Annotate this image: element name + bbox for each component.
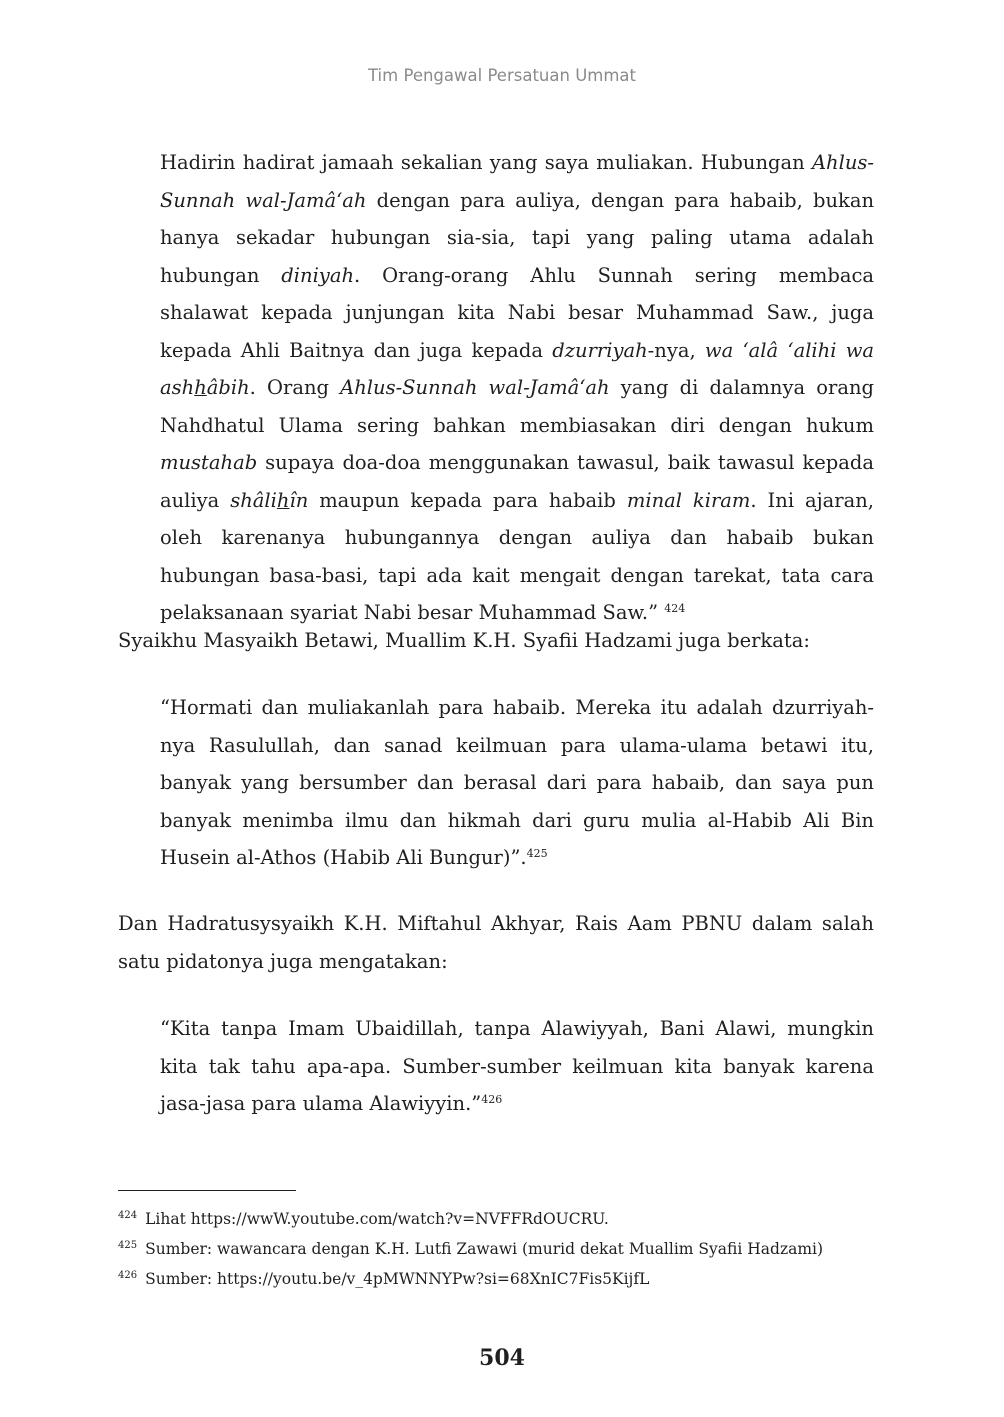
footnote-ref-424: 424 (664, 602, 686, 615)
quote-paragraph-2: “Hormati dan muliakanlah para habaib. Mereka itu adalah dzurriyah-nya Rasulullah, dan sanad keilmuan para ulama-ulama betawi itu, banyak yang bersumber dan berasal dari para habaib, dan saya pun banyak menimba ilmu dan hikmah dari guru mulia al-Habib Ali Bin Husein al-Athos (Habib Ali Bungur)”.$^{425}$ (160, 696, 874, 869)
body-paragraph-2: Dan Hadratusysyaikh K.H. Miftahul Akhyar, Rais Aam PBNU dalam salah satu pidatonya juga mengatakan: (118, 912, 874, 973)
quote-paragraph-3: “Kita tanpa Imam Ubaidillah, tanpa Alawiyyah, Bani Alawi, mungkin kita tak tahu apa-apa. Sumber-sumber keilmuan kita banyak karena jasa-jasa para ulama Alawiyyin.”$^{426}$ (160, 1017, 874, 1115)
footnote-ref-426: 426 (481, 1093, 503, 1106)
body-paragraph-1: Syaikhu Masyaikh Betawi, Muallim K.H. Syafii Hadzami juga berkata: (118, 629, 810, 652)
footnote-426: $^{426}$ Sumber: https://youtu.be/v_4pMWNNYPw?si=68XnIC7Fis5KijfL (118, 1270, 650, 1288)
running-header: Tim Pengawal Persatuan Ummat (367, 66, 636, 85)
page-number: 504 (479, 1345, 525, 1371)
footnote-425: $^{425}$ Sumber: wawancara dengan K.H. Lutfi Zawawi (murid dekat Muallim Syafii Hadzami) (118, 1240, 824, 1258)
footnote-ref-425: 425 (526, 847, 548, 860)
quote-paragraph-1: Hadirin hadirat jamaah sekalian yang saya muliakan. Hubungan Ahlus-Sunnah wal-Jamâ‘ah dengan para auliya, dengan para habaib, bukan hanya sekadar hubungan sia-sia, tapi yang paling utama adalah hubungan diniyah. Orang-orang Ahlu Sunnah sering membaca shalawat kepada junjungan kita Nabi besar Muhammad Saw., juga kepada Ahli Baitnya dan juga kepada dzurriyah-nya, wa ‘alâ ‘alihi wa ashhâbih. Orang Ahlus-Sunnah wal-Jamâ‘ah yang di dalamnya orang Nahdhatul Ulama sering bahkan membiasakan diri dengan hukum mustahab supaya doa-doa menggunakan tawasul, baik tawasul kepada auliya shâlihîn maupun kepada para habaib minal kiram. Ini ajaran, oleh karenanya hubungannya dengan auliya dan habaib bukan hubungan basa-basi, tapi ada kait mengait dengan tarekat, tata cara pelaksanaan syariat Nabi besar Muhammad Saw.” $^{424}$ (160, 151, 875, 624)
footnote-424: $^{424}$ Lihat https://wwW.youtube.com/watch?v=NVFFRdOUCRU. (118, 1210, 609, 1228)
footnote-divider (118, 1190, 296, 1191)
